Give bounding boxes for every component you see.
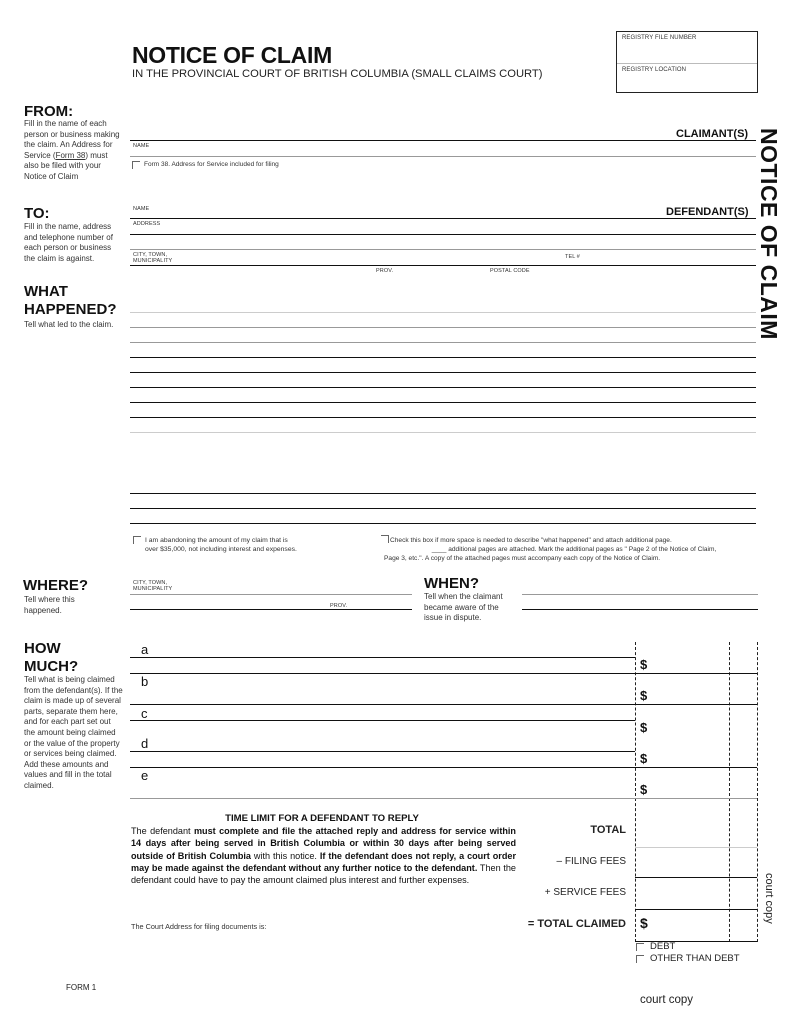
from-help: Fill in the name of each person or business making the claim. An Address for Service (Form 38) must also be filed with your Notice of Claim: [24, 119, 120, 181]
row-a-letter: a: [141, 642, 149, 657]
defendant-section-label: DEFENDANT(S): [666, 206, 749, 218]
bottom-copy-label: court copy: [640, 994, 694, 1006]
registry-location-label: REGISTRY LOCATION: [622, 67, 687, 73]
service-fees-input[interactable]: [637, 878, 757, 908]
row-a-currency: $: [640, 657, 648, 672]
when-help: Tell when the claimant became aware of the issue in dispute.: [424, 592, 503, 623]
total-claimed-label: = TOTAL CLAIMED: [527, 918, 626, 930]
form38-checkbox[interactable]: [132, 161, 140, 169]
what-happened-line: [130, 327, 756, 328]
row-d-amount-input[interactable]: [652, 737, 728, 766]
row-d-rule-2: [130, 767, 757, 768]
where-city-input[interactable]: [130, 578, 412, 594]
when-input[interactable]: [522, 580, 758, 610]
registry-file-number-label: REGISTRY FILE NUMBER: [622, 35, 697, 41]
row-e-cents-input[interactable]: [731, 769, 756, 797]
where-prov-rule: [130, 609, 412, 610]
debt-checkbox[interactable]: [636, 943, 644, 951]
registry-box: [616, 31, 758, 93]
registry-file-number-field[interactable]: [617, 32, 757, 64]
filing-fees-input[interactable]: [637, 848, 757, 876]
row-c-currency: $: [640, 720, 648, 735]
what-happened-help: Tell what led to the claim.: [24, 320, 114, 329]
row-e-currency: $: [640, 782, 648, 797]
row-e-description-input[interactable]: [150, 769, 630, 797]
what-happened-line: [130, 357, 756, 358]
row-c-letter: c: [141, 706, 148, 721]
where-prov-input[interactable]: [130, 595, 412, 609]
claimant-name-input[interactable]: [130, 141, 756, 156]
form-38-link[interactable]: Form 38: [55, 150, 86, 160]
total-claimed-input[interactable]: [652, 910, 757, 940]
row-c-cents-input[interactable]: [731, 706, 756, 736]
court-address-input[interactable]: [300, 918, 500, 932]
form38-checkbox-label: Form 38. Address for Service included for filing: [144, 161, 279, 168]
when-title: WHEN?: [424, 575, 479, 592]
abandon-excess-label: I am abandoning the amount of my claim that is over $35,000, not including interest and expenses.: [145, 537, 297, 553]
defendant-prov-input[interactable]: [300, 266, 480, 278]
row-b-amount-input[interactable]: [652, 675, 728, 703]
when-rule-1: [522, 594, 758, 595]
row-a-description-input[interactable]: [150, 643, 630, 673]
amount-right-edge: [757, 642, 758, 942]
total-amount-input[interactable]: [637, 806, 757, 846]
row-a-cents-input[interactable]: [731, 645, 756, 672]
total-label: TOTAL: [590, 824, 626, 836]
defendant-tel-label: TEL #: [565, 254, 580, 260]
row-d-description-input[interactable]: [150, 737, 630, 766]
more-space-label: Check this box if more space is needed to describe "what happened" and attach additional page. ____ additional pages are attached. Mark the additional pages as " Page 2 of the Notice of Claim, Page 3, etc.". A copy of the attached pages must accompany each copy of the Notice of Claim.: [384, 537, 717, 562]
amount-column-divider: [635, 642, 636, 942]
row-c-description-input[interactable]: [150, 706, 630, 736]
debt-label: DEBT: [650, 941, 676, 952]
abandon-excess-checkbox[interactable]: [133, 536, 141, 544]
what-happened-line: [130, 387, 756, 388]
where-help: Tell where this happened.: [24, 595, 75, 615]
how-much-title-1: HOW: [24, 640, 61, 657]
defendant-name-input[interactable]: [130, 203, 650, 218]
row-b-cents-input[interactable]: [731, 675, 756, 703]
defendant-address-label: ADDRESS: [133, 221, 161, 227]
row-b-letter: b: [141, 674, 149, 689]
where-city-label-2: MUNICIPALITY: [133, 586, 173, 592]
row-b-currency: $: [640, 688, 648, 703]
registry-location-field[interactable]: [617, 64, 757, 92]
how-much-title-2: MUCH?: [24, 658, 79, 675]
row-d-letter: d: [141, 736, 149, 751]
what-happened-title-2: HAPPENED?: [24, 301, 117, 318]
other-than-debt-label: OTHER THAN DEBT: [650, 953, 740, 964]
defendant-postal-label: POSTAL CODE: [490, 268, 530, 274]
service-fees-label: + SERVICE FEES: [544, 887, 626, 898]
what-happened-line: [130, 493, 756, 494]
row-e-amount-input[interactable]: [652, 769, 728, 797]
what-happened-line: [130, 372, 756, 373]
page-title: NOTICE OF CLAIM: [132, 42, 332, 68]
side-copy-label: court copy: [763, 873, 775, 924]
defendant-address-rule-1: [130, 234, 756, 235]
row-b-rule: [130, 704, 757, 705]
defendant-postal-input[interactable]: [485, 266, 645, 278]
where-prov-label: PROV.: [330, 603, 348, 609]
what-happened-title-1: WHAT: [24, 283, 68, 300]
court-address-label: The Court Address for filing documents is:: [131, 922, 267, 931]
where-city-label-1: CITY, TOWN,: [133, 580, 168, 586]
from-title: FROM:: [24, 103, 74, 120]
what-happened-line: [130, 508, 756, 509]
to-title: TO:: [24, 205, 50, 222]
row-d-cents-input[interactable]: [731, 737, 756, 766]
defendant-name-label: NAME: [133, 206, 150, 212]
page-subtitle: IN THE PROVINCIAL COURT OF BRITISH COLUMBIA (SMALL CLAIMS COURT): [132, 68, 543, 80]
row-e-letter: e: [141, 768, 149, 783]
other-than-debt-checkbox[interactable]: [636, 955, 644, 963]
row-d-currency: $: [640, 751, 648, 766]
total-claimed-currency: $: [640, 915, 648, 931]
row-c-amount-input[interactable]: [652, 706, 728, 736]
time-limit-body: The defendant must complete and file the attached reply and address for service within 14 days after being served in British Columbia or within 30 days after being served outside of British Columbia with this notice. If the defendant does not reply, a court order may be made against the defendant without any further notice to the defendant. Then the defendant could have to pay the amount claimed plus interest and further expenses.: [131, 826, 516, 886]
filing-fees-label: – FILING FEES: [556, 856, 626, 867]
row-b-description-input[interactable]: [150, 675, 630, 703]
claimant-name-rule: [130, 156, 756, 157]
form-number: FORM 1: [66, 983, 97, 992]
claimant-section-label: CLAIMANT(S): [676, 128, 749, 140]
row-e-rule: [130, 798, 757, 799]
side-banner: NOTICE OF CLAIM: [756, 128, 782, 340]
what-happened-line: [130, 417, 756, 418]
how-much-help: Tell what is being claimed from the defendant(s). If the claim is made up of several parts, separate them here, and for each part set out the amount being claimed or the value of the property or services being claimed. Add these amounts and values and fill in the total claimed.: [24, 675, 123, 790]
defendant-prov-label: PROV.: [376, 268, 394, 274]
what-happened-line: [130, 523, 756, 524]
what-happened-line: [130, 402, 756, 403]
what-happened-line: [130, 342, 756, 343]
additional-pages-count-input[interactable]: [394, 544, 410, 553]
defendant-city-label-2: MUNICIPALITY: [133, 258, 173, 264]
claimant-name-label: NAME: [133, 143, 150, 149]
what-happened-line: [130, 432, 756, 433]
where-title: WHERE?: [23, 577, 88, 594]
row-a-amount-input[interactable]: [652, 645, 728, 672]
more-space-checkbox[interactable]: [381, 535, 389, 543]
what-happened-textarea[interactable]: [130, 300, 756, 525]
when-rule-2: [522, 609, 758, 610]
what-happened-line: [130, 312, 756, 313]
time-limit-title: TIME LIMIT FOR A DEFENDANT TO REPLY: [225, 813, 419, 824]
defendant-city-label-1: CITY, TOWN,: [133, 252, 168, 258]
defendant-tel-input[interactable]: [560, 250, 756, 264]
to-help: Fill in the name, address and telephone number of each person or business the claim is against.: [24, 222, 113, 263]
defendant-city-input[interactable]: [130, 250, 560, 264]
row-a-rule-2: [130, 673, 757, 674]
